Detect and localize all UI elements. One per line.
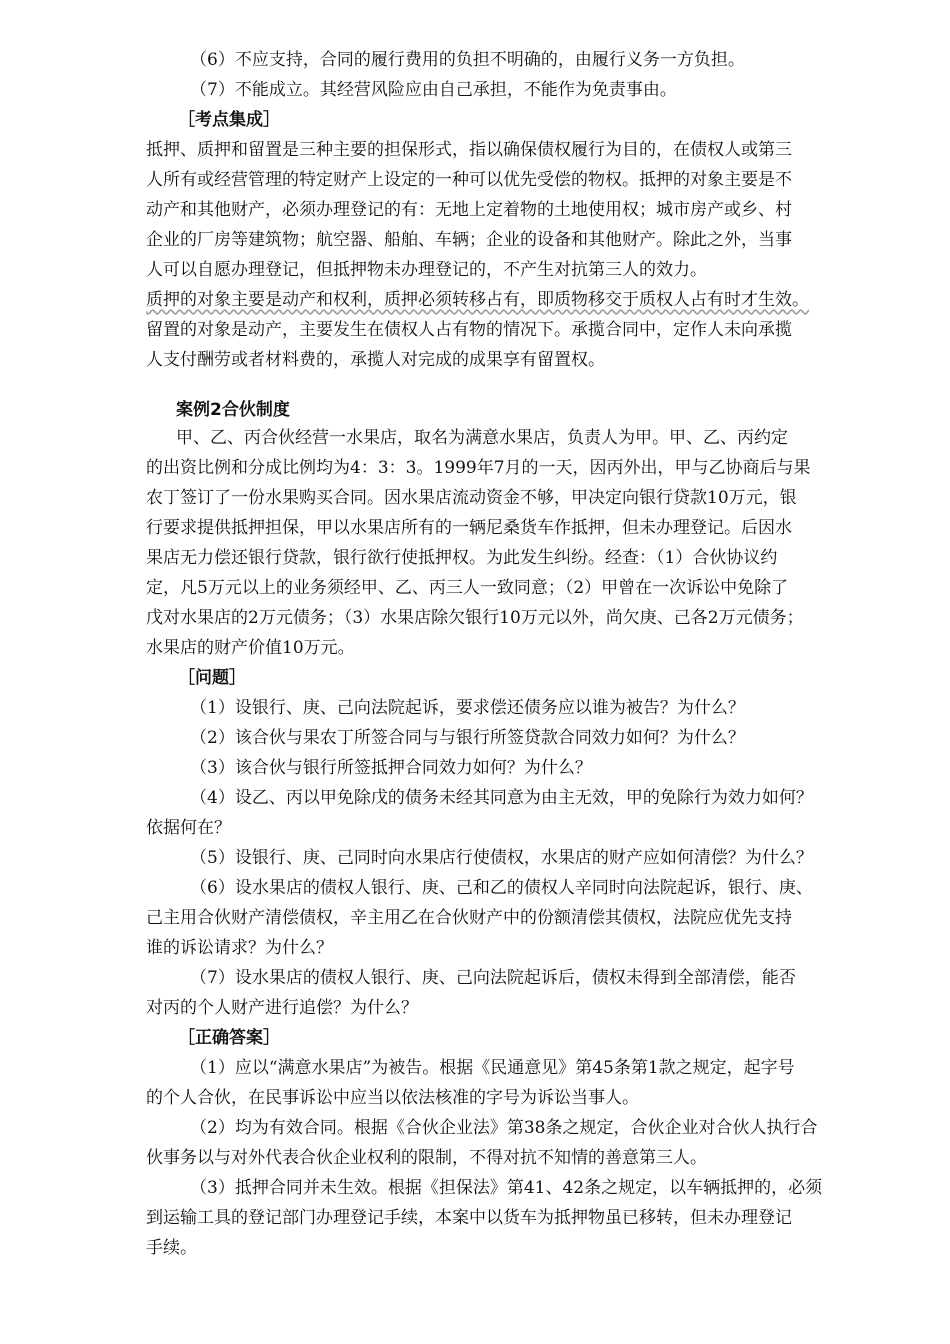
paragraph-line: 留置的对象是动产，主要发生在债权人占有物的情况下。承揽合同中，定作人未向承揽 — [146, 320, 792, 340]
paragraph-line: 企业的厂房等建筑物；航空器、船舶、车辆；企业的设备和其他财产。除此之外，当事 — [146, 230, 792, 250]
question-4-cont: 依据何在？ — [146, 818, 231, 838]
question-4: （4）设乙、丙以甲免除戊的债务未经其同意为由主无效，甲的免除行为效力如何？ — [190, 788, 813, 808]
case-facts-line: 定，凡5万元以上的业务须经甲、乙、丙三人一致同意；（2）甲曾在一次诉讼中免除了 — [146, 578, 789, 598]
question-5: （5）设银行、庚、己同时向水果店行使债权，水果店的财产应如何清偿？为什么？ — [190, 848, 813, 868]
paragraph-line: 抵押、质押和留置是三种主要的担保形式，指以确保债权履行为目的，在债权人或第三 — [146, 140, 792, 160]
section-heading-answers: ［正确答案］ — [178, 1028, 280, 1048]
answer-1-cont: 的个人合伙，在民事诉讼中应当以依法核准的字号为诉讼当事人。 — [146, 1088, 639, 1108]
answer-item-7: （7）不能成立。其经营风险应由自己承担，不能作为免责事由。 — [190, 80, 677, 100]
case-facts-line: 戊对水果店的2万元债务；（3）水果店除欠银行10万元以外，尚欠庚、己各2万元债务； — [146, 608, 804, 628]
question-7-cont: 对丙的个人财产进行追偿？为什么？ — [146, 998, 418, 1018]
paragraph-line: 人可以自愿办理登记，但抵押物未办理登记的，不产生对抗第三人的效力。 — [146, 260, 707, 280]
question-3: （3）该合伙与银行所签抵押合同效力如何？为什么？ — [190, 758, 592, 778]
question-1: （1）设银行、庚、己向法院起诉，要求偿还债务应以谁为被告？为什么？ — [190, 698, 745, 718]
answer-3-cont: 到运输工具的登记部门办理登记手续，本案中以货车为抵押物虽已移转，但未办理登记 — [146, 1208, 792, 1228]
case-facts-line: 农丁签订了一份水果购买合同。因水果店流动资金不够，甲决定向银行贷款10万元，银 — [146, 488, 797, 508]
question-6: （6）设水果店的债权人银行、庚、己和乙的债权人辛同时向法院起诉，银行、庚、 — [190, 878, 813, 898]
case-facts-line: 果店无力偿还银行贷款，银行欲行使抵押权。为此发生纠纷。经查：（1）合伙协议约 — [146, 548, 778, 568]
paragraph-line: 人支付酬劳或者材料费的，承揽人对完成的成果享有留置权。 — [146, 350, 605, 370]
answer-3-cont: 手续。 — [146, 1238, 197, 1258]
answer-2-cont: 伙事务以与对外代表合伙企业权利的限制，不得对抗不知情的善意第三人。 — [146, 1148, 707, 1168]
paragraph-line: 人所有或经营管理的特定财产上设定的一种可以优先受偿的物权。抵押的对象主要是不 — [146, 170, 792, 190]
question-7: （7）设水果店的债权人银行、庚、己向法院起诉后，债权未得到全部清偿，能否 — [190, 968, 796, 988]
section-heading-questions: ［问题］ — [178, 668, 246, 688]
case-facts-line: 水果店的财产价值10万元。 — [146, 638, 355, 658]
answer-item-6: （6）不应支持，合同的履行费用的负担不明确的，由履行义务一方负担。 — [190, 50, 745, 70]
answer-1: （1）应以“满意水果店”为被告。根据《民通意见》第45条第1款之规定，起字号 — [190, 1058, 795, 1078]
case-facts-line: 的出资比例和分成比例均为4：3：3。1999年7月的一天，因丙外出，甲与乙协商后与果 — [146, 458, 811, 478]
case-facts-line: 行要求提供抵押担保，甲以水果店所有的一辆尼桑货车作抵押，但未办理登记。后因水 — [146, 518, 792, 538]
question-2: （2）该合伙与果农丁所签合同与与银行所签贷款合同效力如何？为什么？ — [190, 728, 745, 748]
question-6-cont: 己主用合伙财产清偿债权，辛主用乙在合伙财产中的份额清偿其债权，法院应优先支持 — [146, 908, 792, 928]
question-6-cont: 谁的诉讼请求？为什么？ — [146, 938, 333, 958]
section-heading-key-points: ［考点集成］ — [178, 110, 280, 130]
case-facts-line: 甲、乙、丙合伙经营一水果店，取名为满意水果店，负责人为甲。甲、乙、丙约定 — [176, 428, 788, 448]
paragraph-line: 动产和其他财产，必须办理登记的有：无地上定着物的土地使用权；城市房产或乡、村 — [146, 200, 792, 220]
case-title: 案例2合伙制度 — [176, 400, 290, 420]
answer-3: （3）抵押合同并未生效。根据《担保法》第41、42条之规定，以车辆抵押的，必须 — [190, 1178, 823, 1198]
answer-2: （2）均为有效合同。根据《合伙企业法》第38条之规定，合伙企业对合伙人执行合 — [190, 1118, 818, 1138]
paragraph-line-pledge: 质押的对象主要是动产和权利，质押必须转移占有，即质物移交于质权人占有时才生效。 — [146, 290, 809, 310]
